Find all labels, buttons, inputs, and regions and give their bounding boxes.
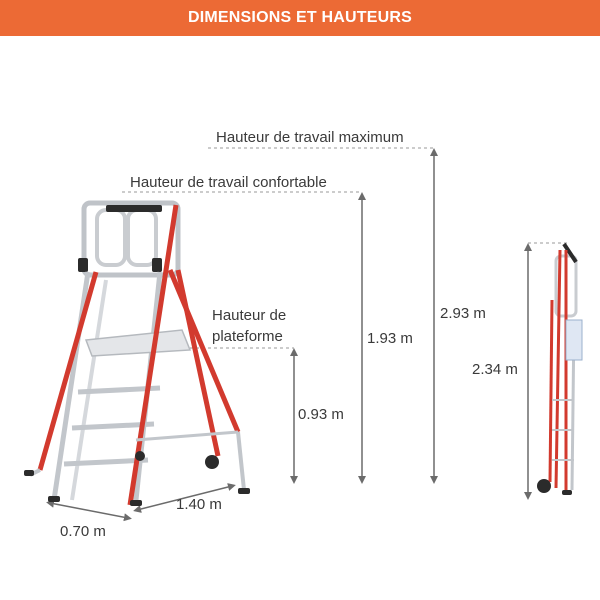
platform-height-value: 0.93 m: [298, 406, 344, 423]
page-title: DIMENSIONS ET HAUTEURS: [188, 9, 412, 26]
folded-label-plate: [566, 320, 582, 360]
foot-pad-front: [24, 470, 34, 476]
folded-wheel: [537, 479, 551, 493]
comfort-height-value: 1.93 m: [367, 330, 413, 347]
foot-pad-rear: [238, 488, 250, 494]
width-indicator: [50, 503, 128, 540]
folded-leg-3: [550, 300, 552, 482]
fiberglass-leg-center: [130, 205, 176, 505]
width-arrow: [50, 503, 128, 518]
comfort-height-indicator: [122, 174, 413, 480]
foot-pad-center: [130, 500, 142, 506]
handrail-clamp-right: [152, 258, 162, 272]
folded-ladder-illustration: [537, 244, 582, 495]
rear-brace: [136, 432, 238, 440]
folded-height-indicator: [472, 243, 568, 496]
handrail-loop-right: [128, 210, 156, 265]
rear-foot-extension: [238, 432, 244, 490]
depth-indicator: [137, 486, 232, 513]
ladder-illustration: [24, 203, 250, 506]
depth-value: 1.40 m: [176, 496, 222, 513]
fiberglass-leg-front: [40, 272, 96, 470]
platform-height-title-line1: Hauteur de: [212, 307, 287, 324]
max-height-value: 2.93 m: [440, 305, 486, 322]
handrail-loop-left: [97, 210, 125, 265]
folded-height-value: 2.34 m: [472, 361, 518, 378]
folded-foot-pad: [562, 490, 572, 495]
handrail-clamp-left: [78, 258, 88, 272]
platform-height-indicator: [160, 307, 344, 480]
width-value: 0.70 m: [60, 523, 106, 540]
wheel-front: [135, 451, 145, 461]
wheel-rear: [205, 455, 219, 469]
handrail-grip: [106, 205, 162, 212]
platform: [86, 330, 190, 356]
platform-height-title-line2: plateforme: [212, 328, 283, 345]
max-height-title: Hauteur de travail maximum: [216, 129, 404, 146]
foot-pad-left: [48, 496, 60, 502]
comfort-height-title: Hauteur de travail confortable: [130, 174, 327, 191]
